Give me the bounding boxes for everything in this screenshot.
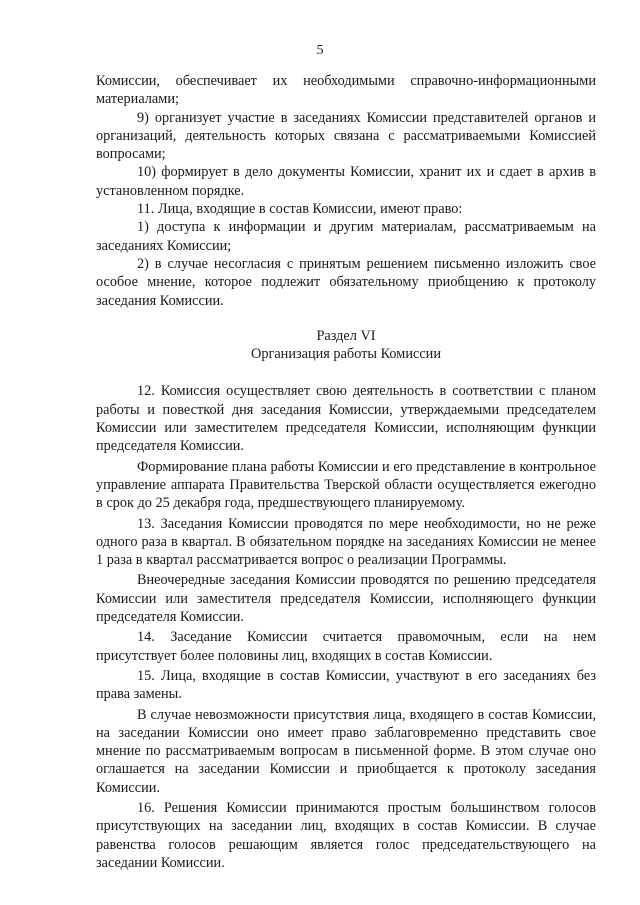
paragraph: 9) организует участие в заседаниях Комиссии представителей органов и организаций, деятельность которых связана с рассматриваемыми Комиссией вопросами; [96, 109, 596, 163]
section-number: Раздел VI [316, 327, 376, 344]
paragraph: Формирование плана работы Комиссии и его представление в контрольное управление аппарата Правительства Тверской области осуществляется ежегодно в срок до 25 декабря года, предшествующего планируемому. [96, 458, 596, 512]
section-title: Организация работы Комиссии [251, 346, 441, 363]
paragraph: 10) формирует в дело документы Комиссии, хранит их и сдает в архив в установленном порядке. [96, 164, 596, 199]
paragraph: 14. Заседание Комиссии считается правомочным, если на нем присутствует более половины лиц, входящих в состав Комиссии. [96, 629, 596, 664]
document-body [96, 72, 596, 872]
paragraph: 11. Лица, входящие в состав Комиссии, имеют право: [137, 201, 463, 218]
paragraph: Внеочередные заседания Комиссии проводятся по решению председателя Комиссии или заместителя председателя Комиссии, исполняющего функции председателя Комиссии. [96, 572, 596, 626]
paragraph: Комиссии, обеспечивает их необходимыми справочно-информационными материалами; [96, 73, 596, 108]
spacer [96, 363, 596, 382]
paragraph: 1) доступа к информации и другим материалам, рассматриваемым на заседаниях Комиссии; [96, 219, 596, 254]
spacer [96, 310, 596, 327]
paragraph: 2) в случае несогласия с принятым решением письменно изложить свое особое мнение, которое подлежит обязательному приобщению к протоколу заседания Комиссии. [96, 255, 596, 309]
paragraph: 13. Заседания Комиссии проводятся по мере необходимости, но не реже одного раза в квартал. В обязательном порядке на заседаниях Комиссии не менее 1 раза в квартал рассматривается вопрос о реализации Программы. [96, 515, 596, 569]
page-number: 5 [316, 43, 324, 58]
paragraph: 16. Решения Комиссии принимаются простым большинством голосов присутствующих на заседании лиц, входящих в состав Комиссии. В случае равенства голосов решающим является голос председательствующего на заседании Комиссии. [96, 799, 596, 871]
paragraph: 12. Комиссия осуществляет свою деятельность в соответствии с планом работы и повесткой дня заседания Комиссии, утверждаемыми председателем Комиссии или заместителем председателя Комиссии, исполняющим функции председателя Комиссии. [96, 383, 596, 455]
paragraph: 15. Лица, входящие в состав Комиссии, участвуют в его заседаниях без права замены. [96, 667, 596, 703]
paragraph: В случае невозможности присутствия лица, входящего в состав Комиссии, на заседании Комиссии оно имеет право заблаговременно представить свое мнение по рассматриваемым вопросам в письменной форме. В этом случае оно оглашается на заседании Комиссии и приобщается к протоколу заседания Комиссии. [96, 706, 596, 796]
